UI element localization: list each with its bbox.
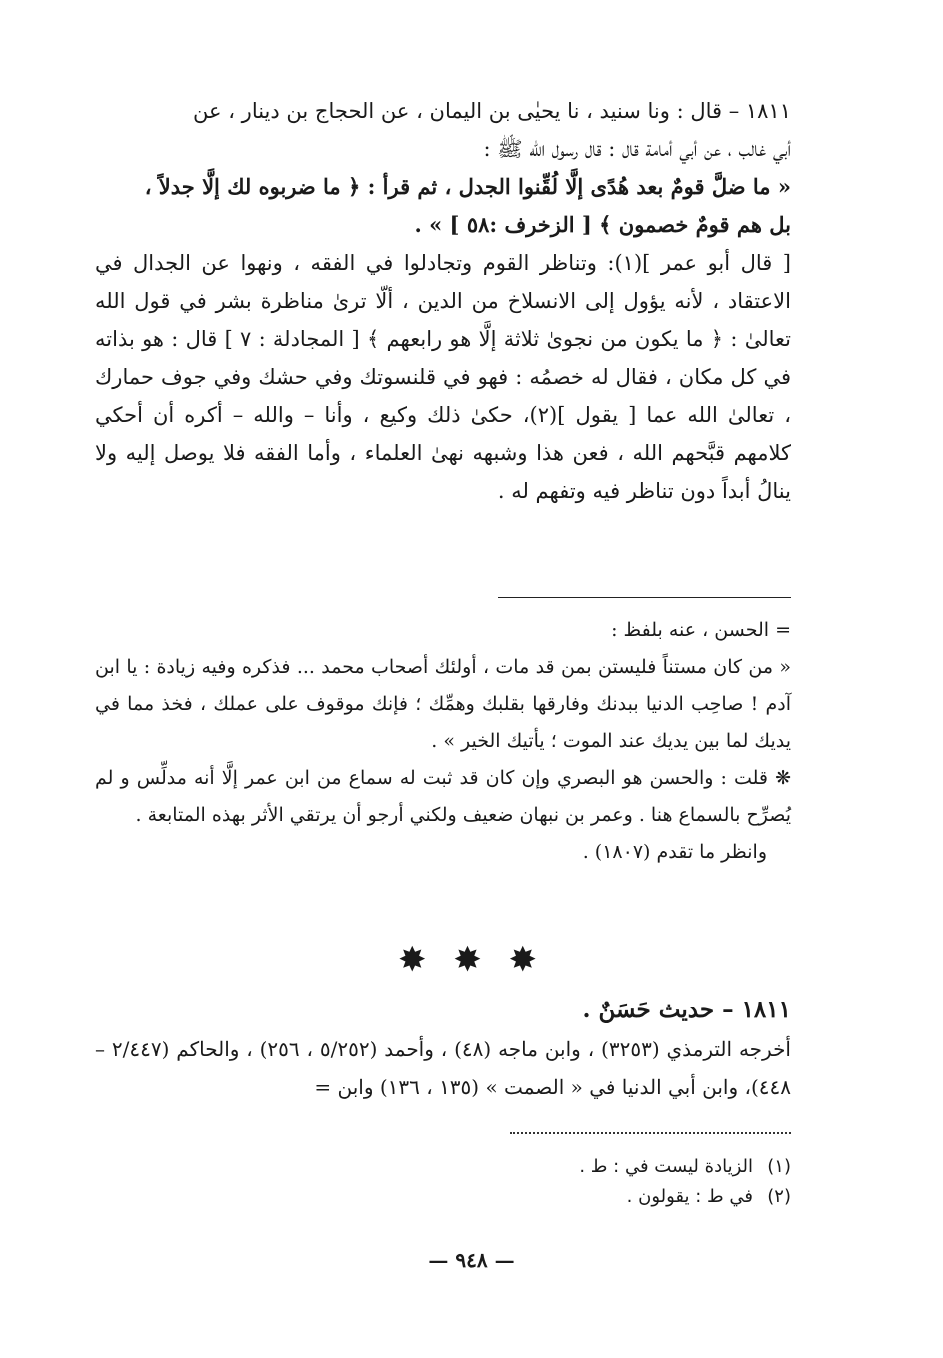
notes-dotted-separator xyxy=(510,1132,791,1134)
takhrij-section xyxy=(95,990,791,1106)
section-divider-stars: ✸ ✸ ✸ xyxy=(397,940,546,980)
hadith-line-4: بل هم قومٌ خصمون ﴾ [ الزخرف :٥٨ ] » . xyxy=(414,212,791,237)
note-item xyxy=(95,1152,791,1182)
footnote-continuation: = الحسن ، عنه بلفظ : xyxy=(611,619,791,641)
page-number: — ٩٤٨ — xyxy=(428,1248,515,1272)
commentary-paragraph: [ قال أبو عمر ](١): وتناظر القوم وتجادلوا في الفقه ، ونهوا عن الجدال في الاعتقاد ، لأنه يؤول إلى الانسلاخ من الدين ، ألّا ترىٰ مناظرة بشر في قول الله تعالىٰ : ﴿ ما يكون من نجوىٰ ثلاثة إلَّا هو رابعهم ﴾ [ المجادلة : ٧ ] قال : هو بذاته في كل مكان ، فقال له خصمُه : فهو في قلنسوتك وفي حشك وفي جوف حمارك ، تعالىٰ الله عما [ يقول ](٢)، حكىٰ ذلك وكيع ، وأنا – والله – أكره أن أحكي كلامهم قبَّحهم الله ، فعن هذا وشبهه نهىٰ العلماء ، وأما الفقه فلا يوصل إليه ولا ينالُ أبداً دون تناظر فيه وتفهم له . xyxy=(95,251,791,503)
hadith-line-3: « ما ضلَّ قومٌ بعد هُدًى إلَّا لُقِّنوا الجدل ، ثم قرأ : ﴿ ما ضربوه لك إلَّا جدلاً ، xyxy=(144,174,791,199)
note-number: (٢) xyxy=(767,1186,791,1207)
note-item xyxy=(95,1182,791,1212)
footnote-separator xyxy=(498,597,791,598)
previous-footnote xyxy=(95,612,791,871)
note-text: الزيادة ليست في : ط . xyxy=(579,1156,753,1177)
footnote-remark: ❋ قلت : والحسن هو البصري وإن كان قد ثبت له سماع من ابن عمر إلَّا أنه مدلِّس و لم يُصرِّح بالسماع هنا . وعمر بن نبهان ضعيف ولكني أرجو أن يرتقي الأثر بهذه المتابعة . xyxy=(95,767,791,826)
main-text xyxy=(95,92,791,510)
note-text: في ط : يقولون . xyxy=(626,1186,753,1207)
footnote-see-also: وانظر ما تقدم (١٨٠٧) . xyxy=(582,841,767,863)
notes-list xyxy=(95,1152,791,1212)
hadith-line-2: أبي غالب ، عن أبي أمامة قال : قال رسول الله ﷺ : xyxy=(483,137,791,161)
note-number: (١) xyxy=(767,1156,791,1177)
takhrij-heading: ١٨١١ – حديث حَسَنٌ . xyxy=(582,996,791,1023)
hadith-line-1: ١٨١١ – قال : ونا سنيد ، نا يحيٰى بن اليمان ، عن الحجاج بن دينار ، عن xyxy=(193,99,791,123)
takhrij-text: أخرجه الترمذي (٣٢٥٣) ، وابن ماجه (٤٨) ، وأحمد (٥/٢٥٢ ، ٢٥٦) ، والحاكم (٢/٤٤٧ – ٤٤٨)، وابن أبي الدنيا في « الصمت » (١٣٥ ، ١٣٦) وابن = xyxy=(95,1037,791,1099)
footnote-quote: « من كان مستناً فليستن بمن قد مات ، أولئك أصحاب محمد ... فذكره وفيه زيادة : يا ابن آدم ! صاحِب الدنيا ببدنك وفارقها بقلبك وهمِّك ؛ فإنك موقوف على عملك ، فخذ مما في يديك لما بين يديك عند الموت ؛ يأتيك الخير » . xyxy=(95,656,791,752)
